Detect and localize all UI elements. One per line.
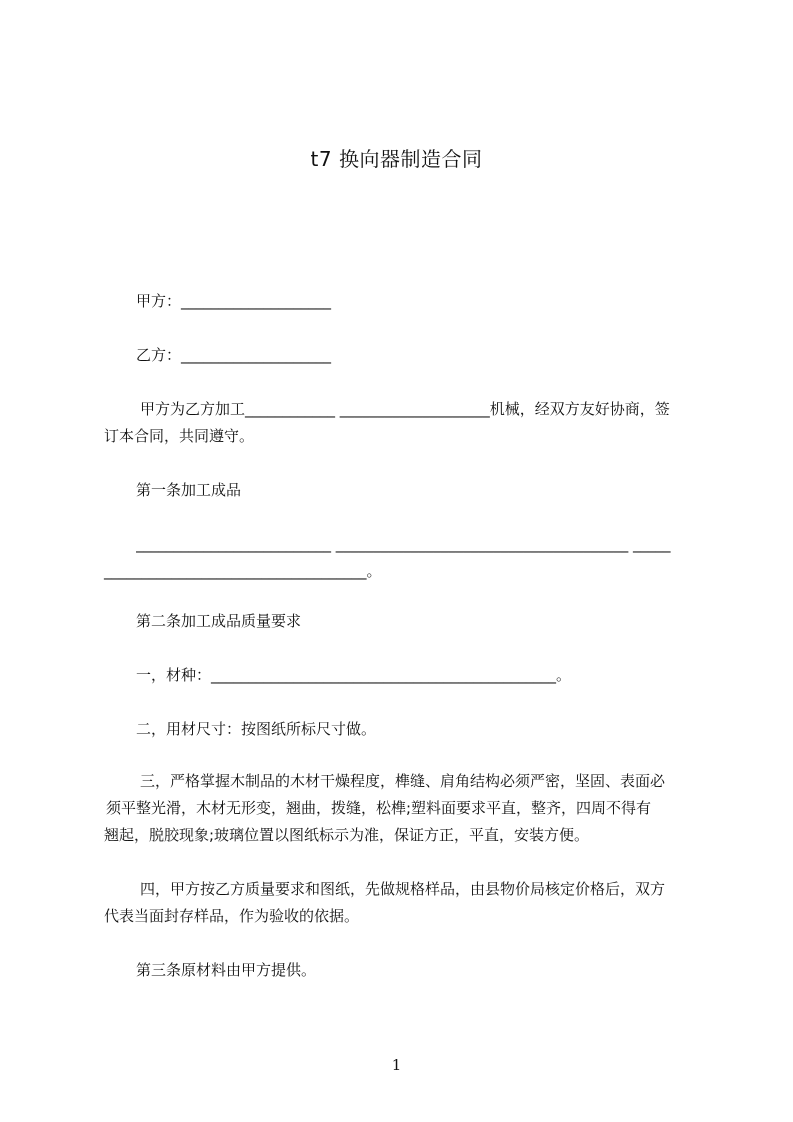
item-3-line-2: 须平整光滑，木材无形变，翘曲，拨缝，松榫;塑料面要求平直，整齐，四周不得有	[106, 799, 652, 817]
item-3-line-1: 三，严格掌握木制品的木材干燥程度，榫缝、肩角结构必须严密，坚固、表面必	[140, 772, 666, 790]
item-1-material: 一，材种：______________________________________________。	[136, 666, 572, 684]
item-2-dimensions: 二，用材尺寸：按图纸所标尺寸做。	[136, 720, 377, 738]
article-1-title: 第一条加工成品	[136, 481, 242, 499]
intro-paragraph-line-2: 订本合同，共同遵守。	[104, 427, 255, 445]
document-title: t7 换向器制造合同	[310, 147, 483, 171]
article-3-title: 第三条原材料由甲方提供。	[136, 961, 317, 979]
party-a-line: 甲方：____________________	[136, 292, 332, 310]
article-1-blank-line-1: __________________________ _______________________________________ _____	[136, 535, 671, 553]
item-4-line-1: 四，甲方按乙方质量要求和图纸，先做规格样品，由县物价局核定价格后，双方	[140, 880, 666, 898]
article-1-blank-line-2: ___________________________________。	[104, 562, 382, 580]
party-b-line: 乙方：____________________	[136, 346, 332, 364]
intro-paragraph-line-1: 甲方为乙方加工____________ ____________________机械，经双方友好协商，签	[140, 400, 670, 418]
item-4-line-2: 代表当面封存样品，作为验收的依据。	[104, 907, 360, 925]
article-2-title: 第二条加工成品质量要求	[136, 612, 302, 630]
item-3-line-3: 翘起，脱胶现象;玻璃位置以图纸标示为准，保证方正，平直，安装方便。	[104, 826, 590, 844]
page-number: 1	[391, 1056, 402, 1074]
